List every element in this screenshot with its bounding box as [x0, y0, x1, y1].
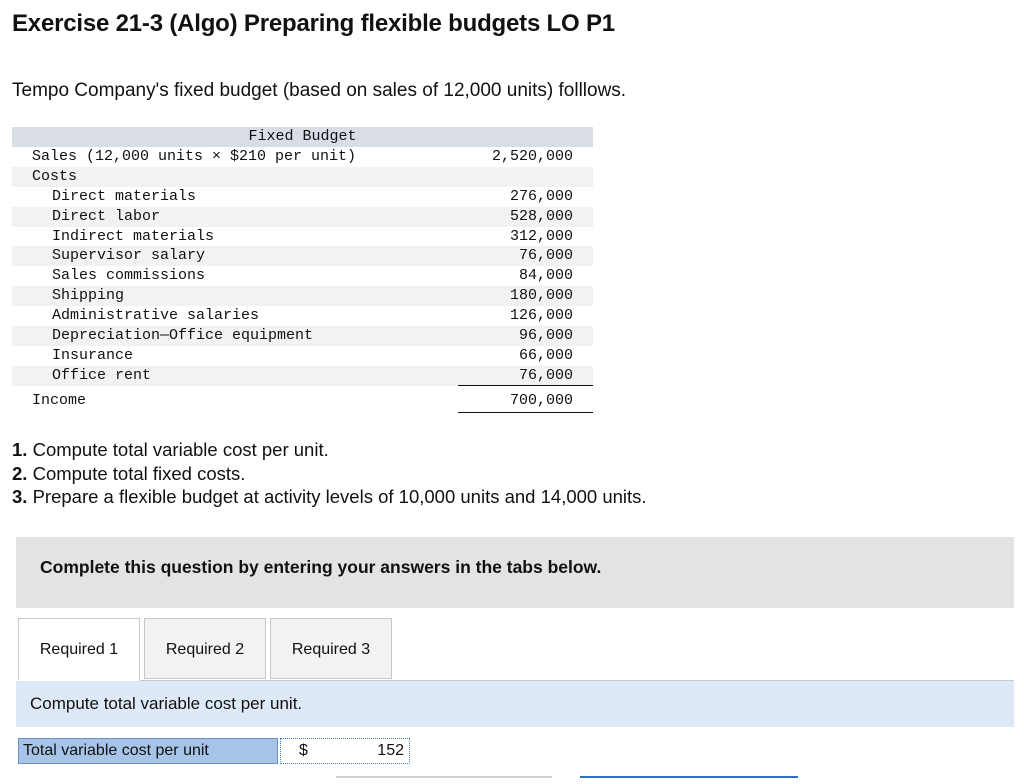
intro-text: Tempo Company's fixed budget (based on sales of 12,000 units) folllows.	[12, 80, 627, 101]
table-row: Sales commissions 84,000	[52, 267, 573, 285]
fixed-budget-table	[12, 127, 593, 412]
income-label: Income	[32, 391, 87, 409]
table-row: Shipping 180,000	[12, 286, 593, 306]
costs-label: Costs	[32, 167, 78, 185]
costs-row	[12, 167, 593, 187]
task-list	[12, 438, 647, 509]
table-row: Direct labor 528,000	[12, 207, 593, 227]
instruction-banner: Complete this question by entering your answers in the tabs below.	[16, 537, 1014, 608]
sales-value: 2,520,000	[491, 148, 573, 165]
answer-input[interactable]	[280, 738, 410, 764]
sales-row	[12, 147, 593, 167]
sales-label: Sales (12,000 units × $210 per unit)	[32, 148, 357, 165]
task-item: 3. Prepare a flexible budget at activity levels of 10,000 units and 14,000 units.	[12, 486, 647, 508]
task-item: 1. Compute total variable cost per unit.	[12, 439, 329, 460]
task-item: 2. Compute total fixed costs.	[12, 462, 246, 484]
tab-required-1[interactable]: Required 1	[18, 618, 140, 681]
table-row: Supervisor salary 76,000	[12, 246, 593, 266]
tab-required-2[interactable]: Required 2	[144, 618, 266, 679]
income-value: 700,000	[509, 391, 573, 409]
table-row: Depreciation—Office equipment 96,000	[12, 326, 593, 346]
fixed-budget-header: Fixed Budget	[12, 127, 593, 147]
answer-label: Total variable cost per unit	[18, 738, 278, 764]
table-row: Administrative salaries 126,000	[52, 307, 573, 325]
table-row: Indirect materials 312,000	[52, 227, 573, 245]
prev-button[interactable]	[336, 776, 552, 784]
answer-value: 152	[377, 742, 404, 759]
next-button[interactable]	[580, 776, 798, 784]
total-rule	[458, 412, 593, 413]
income-row	[12, 386, 593, 412]
table-row: Insurance 66,000	[52, 346, 573, 364]
question-prompt: Compute total variable cost per unit.	[16, 681, 1014, 727]
tab-required-3[interactable]: Required 3	[270, 618, 392, 679]
currency-symbol: $	[299, 742, 308, 759]
table-row: Office rent 76,000	[12, 366, 593, 386]
table-row: Direct materials 276,000	[52, 187, 573, 205]
page-title: Exercise 21-3 (Algo) Preparing flexible budgets LO P1	[12, 10, 615, 37]
